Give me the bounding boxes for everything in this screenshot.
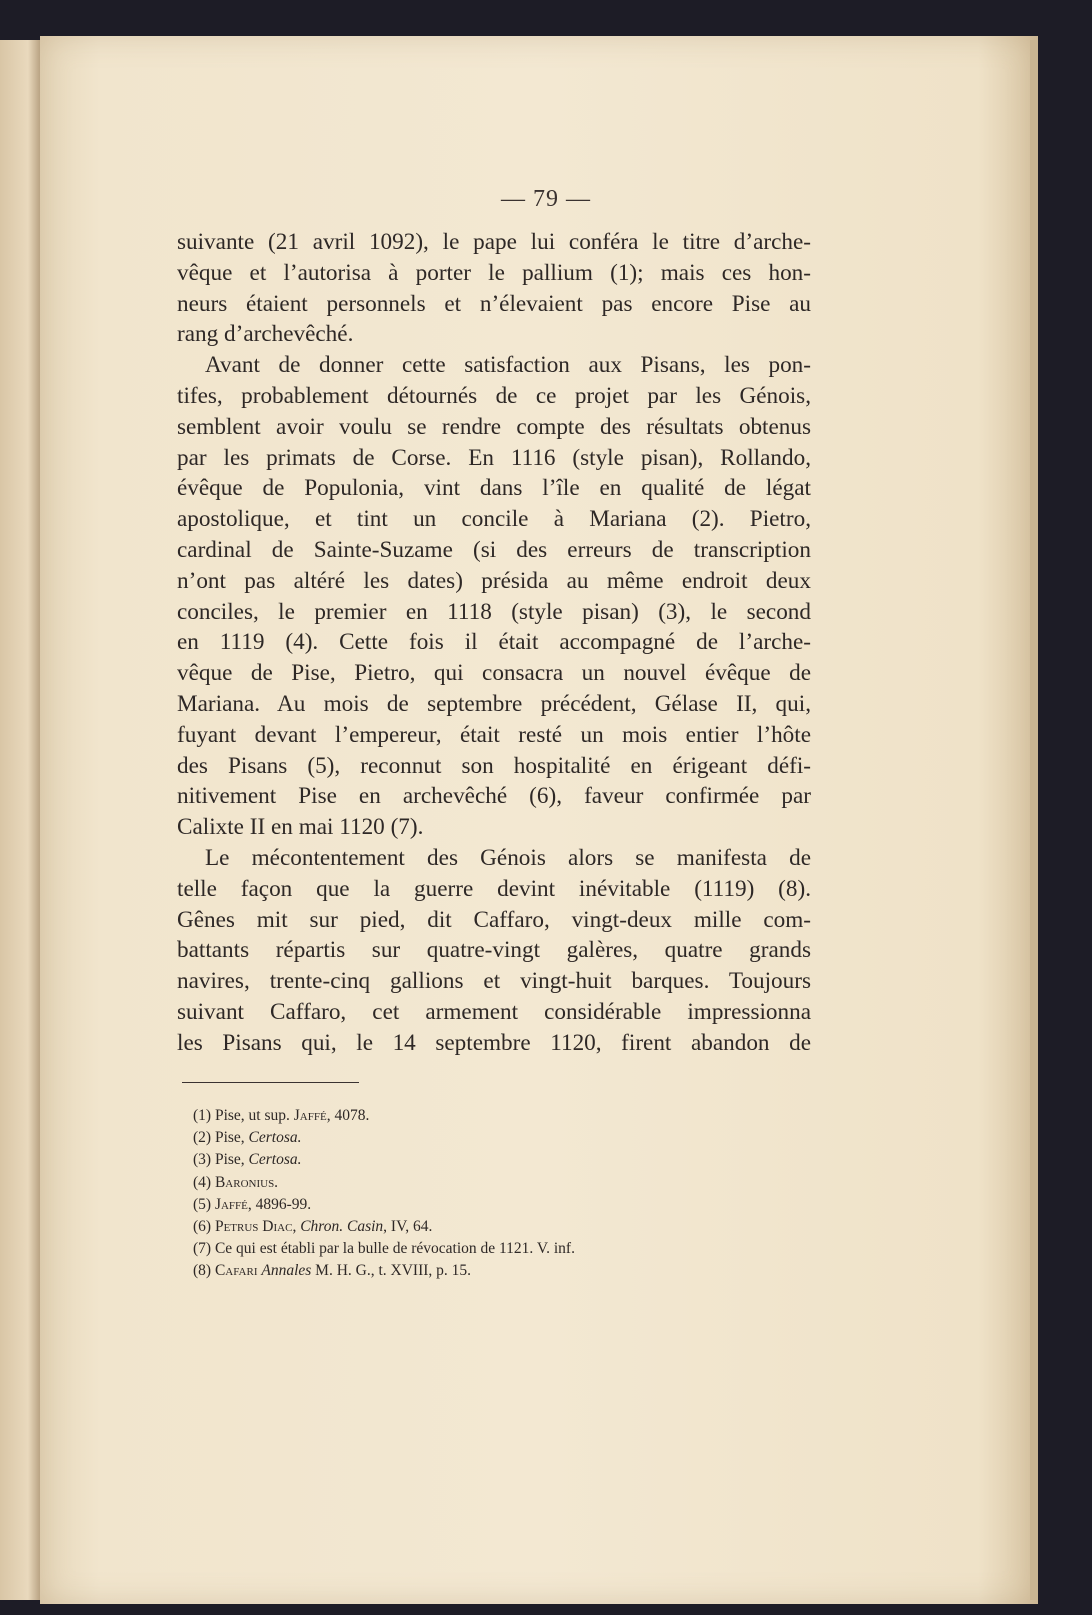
footnote-segment: Cafari <box>214 1262 258 1280</box>
page-edge <box>1030 40 1038 1600</box>
footnote <box>193 1194 311 1216</box>
page-number: — 79 — <box>501 186 591 212</box>
footnote-segment: (8) <box>193 1262 215 1280</box>
text-line: suivant Caffaro, cet armement considérable impressionna <box>177 999 811 1025</box>
text-line: des Pisans (5), reconnut son hospitalité en érigeant défi- <box>177 752 811 779</box>
footnote <box>193 1172 278 1194</box>
footnote <box>193 1149 302 1171</box>
footnote <box>193 1127 302 1149</box>
text-line: en 1119 (4). Cette fois il était accompagné de l’arche- <box>177 629 811 656</box>
footnote-segment: (4) <box>193 1173 215 1191</box>
text-line: rang d’archevêché. <box>177 321 354 348</box>
text-line: apostolique, et tint un concile à Mariana (2). Pietro, <box>177 506 811 533</box>
previous-page-edge <box>0 40 40 1600</box>
text-line: neurs étaient personnels et n’élevaient pas encore Pise au <box>177 290 811 317</box>
footnote <box>193 1260 471 1282</box>
footnote <box>193 1216 432 1238</box>
footnote-segment: , 4896-99. <box>247 1195 312 1213</box>
footnote-segment: (3) Pise, <box>193 1151 249 1169</box>
text-line: vêque et l’autorisa à porter le pallium (1); mais ces hon- <box>177 259 811 286</box>
text-line: suivante (21 avril 1092), le pape lui conféra le titre d’arche- <box>177 229 811 255</box>
footnote-segment: Annales <box>261 1262 312 1280</box>
footnote-segment: , <box>292 1218 301 1235</box>
text-line: conciles, le premier en 1118 (style pisan) (3), le second <box>177 598 811 625</box>
text-line: fuyant devant l’empereur, était resté un mois entier l’hôte <box>177 721 811 748</box>
footnote-segment: (5) <box>193 1195 215 1213</box>
footnote <box>193 1238 575 1260</box>
footnote-segment: , 4078. <box>326 1107 370 1124</box>
text-line: par les primats de Corse. En 1116 (style pisan), Rollando, <box>177 444 811 471</box>
text-line: battants répartis sur quatre-vingt galères, quatre grands <box>177 937 811 964</box>
footnote-segment: M. H. G., t. XVIII, p. 15. <box>311 1262 472 1280</box>
text-line: Le mécontentement des Génois alors se manifesta de <box>205 845 811 871</box>
text-line: Gênes mit sur pied, dit Caffaro, vingt-deux mille com- <box>177 906 811 933</box>
footnote-segment: Certosa. <box>248 1151 302 1169</box>
text-line: Mariana. Au mois de septembre précédent, Gélase II, qui, <box>177 691 811 717</box>
text-line: telle façon que la guerre devint inévitable (1119) (8). <box>177 875 811 902</box>
text-line: les Pisans qui, le 14 septembre 1120, firent abandon de <box>177 1029 811 1056</box>
text-line: Avant de donner cette satisfaction aux Pisans, les pon- <box>205 352 811 379</box>
footnote-segment: Jaffé <box>293 1107 327 1124</box>
footnote-segment: (6) <box>193 1218 215 1235</box>
footnote-segment: (1) Pise, ut sup. <box>193 1107 294 1124</box>
footnote-rule <box>182 1082 359 1083</box>
text-line: tifes, probablement détournés de ce projet par les Génois, <box>177 383 811 409</box>
text-line: Calixte II en mai 1120 (7). <box>177 814 424 841</box>
footnote <box>193 1105 369 1127</box>
text-line: semblent avoir voulu se rendre compte des résultats obtenus <box>177 413 811 440</box>
footnote-segment: Certosa. <box>248 1129 302 1147</box>
text-line: navires, trente-cinq gallions et vingt-huit barques. Toujours <box>177 968 811 995</box>
footnote-segment: Jaffé <box>214 1195 248 1213</box>
footnote-segment: (7) Ce qui est établi par la bulle de révocation de 1121. V. inf. <box>193 1240 575 1258</box>
footnote-segment: Baronius. <box>214 1173 279 1191</box>
footnote-segment: Petrus Diac <box>214 1218 293 1235</box>
text-line: nitivement Pise en archevêché (6), faveur confirmée par <box>177 783 811 810</box>
footnote-segment: Chron. Casin <box>300 1218 384 1235</box>
text-line: vêque de Pise, Pietro, qui consacra un nouvel évêque de <box>177 660 811 687</box>
text-line: n’ont pas altéré les dates) présida au même endroit deux <box>177 567 811 594</box>
text-line: cardinal de Sainte-Suzame (si des erreurs de transcription <box>177 537 811 563</box>
footnote-segment: , IV, 64. <box>383 1218 433 1235</box>
text-line: évêque de Populonia, vint dans l’île en qualité de légat <box>177 475 811 502</box>
footnote-segment: (2) Pise, <box>193 1129 249 1147</box>
